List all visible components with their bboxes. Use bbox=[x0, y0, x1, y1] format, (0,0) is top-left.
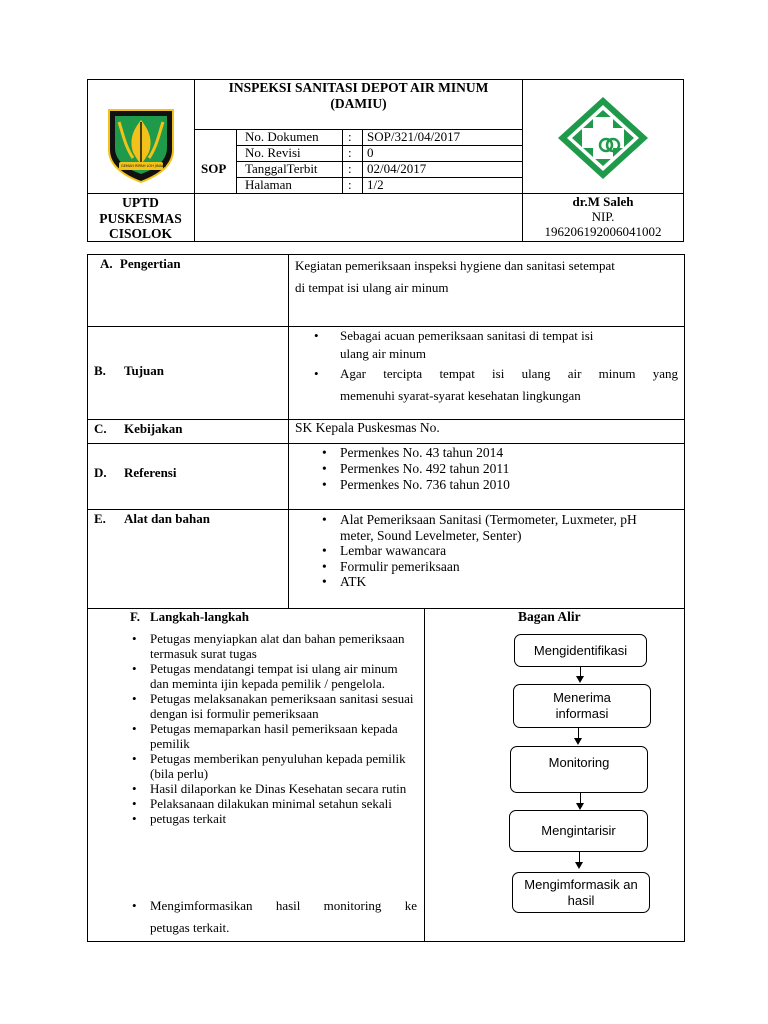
flow-step-identify: Mengidentifikasi bbox=[514, 634, 647, 667]
section-f-last-item bbox=[128, 895, 417, 939]
org-line-2: PUSKESMAS bbox=[99, 210, 182, 226]
org-line-3: CISOLOK bbox=[108, 226, 173, 241]
bullet-icon: • bbox=[314, 328, 319, 343]
meta-row-revisi bbox=[236, 145, 522, 161]
list-item: • Pelaksanaan dilakukan minimal setahun sekali bbox=[128, 796, 414, 811]
list-item: • Petugas menyiapkan alat dan bahan pemeriksaan termasuk surat tugas bbox=[128, 631, 414, 661]
list-item: • Hasil dilaporkan ke Dinas Kesehatan secara rutin bbox=[128, 781, 414, 796]
meta-row-tanggal bbox=[236, 161, 522, 177]
flow-arrowhead bbox=[575, 862, 583, 869]
flow-step-label: Menerima informasi bbox=[553, 690, 611, 721]
section-title: Kebijakan bbox=[124, 421, 183, 436]
section-c-text: SK Kepala Puskesmas No. bbox=[295, 420, 440, 435]
signer-name: dr.M Saleh bbox=[572, 194, 634, 209]
flow-arrowhead bbox=[576, 676, 584, 683]
flow-arrowhead bbox=[574, 738, 582, 745]
flow-step-inform bbox=[512, 872, 650, 913]
signer-nip-label: NIP. bbox=[591, 209, 615, 224]
signer-block bbox=[522, 194, 684, 239]
meta-value: 02/04/2017 bbox=[367, 161, 427, 176]
body-column-divider bbox=[288, 254, 289, 608]
list-item: • Lembar wawancara bbox=[318, 543, 678, 559]
org-line-1: UPTD bbox=[122, 195, 159, 210]
text-line: Kegiatan pemeriksaan inspeksi hygiene dan sanitasi setempat bbox=[295, 258, 615, 273]
meta-value: 0 bbox=[367, 145, 374, 160]
bullet-line: Mengimformasikan hasil monitoring ke bbox=[150, 898, 417, 913]
meta-sep: : bbox=[348, 145, 352, 160]
row-line-c bbox=[87, 443, 685, 444]
section-title: Langkah-langkah bbox=[150, 609, 249, 624]
section-letter: B. bbox=[94, 363, 106, 378]
logo-motto: GEMAH RIPAH LOH JINAWI bbox=[121, 164, 167, 168]
section-e-list bbox=[318, 512, 678, 590]
section-c-heading bbox=[94, 421, 183, 437]
section-letter: A. bbox=[100, 256, 113, 271]
section-letter: D. bbox=[94, 465, 107, 480]
bullet-line: petugas terkait. bbox=[150, 920, 230, 935]
title-line-1: INSPEKSI SANITASI DEPOT AIR MINUM bbox=[228, 80, 489, 95]
section-letter: F. bbox=[130, 609, 140, 624]
bullet-icon: • bbox=[132, 898, 137, 913]
meta-value: 1/2 bbox=[367, 177, 384, 192]
meta-row-dokumen bbox=[236, 129, 522, 145]
text-line: di tempat isi ulang air minum bbox=[295, 280, 449, 295]
bullet-line: ulang air minum bbox=[340, 346, 426, 361]
flow-step-receive bbox=[513, 684, 651, 728]
section-title: Alat dan bahan bbox=[124, 511, 210, 526]
list-item: • Permenkes No. 43 tahun 2014 bbox=[318, 445, 678, 461]
section-f-divider bbox=[424, 608, 425, 942]
section-e-heading bbox=[94, 511, 210, 527]
list-item: • ATK bbox=[318, 574, 678, 590]
bullet-line: memenuhi syarat-syarat kesehatan lingkungan bbox=[340, 388, 581, 403]
flowchart-title: Bagan Alir bbox=[518, 609, 581, 624]
bullet-icon: • bbox=[314, 366, 319, 381]
section-d-heading bbox=[94, 465, 177, 481]
meta-label: TanggalTerbit bbox=[245, 161, 318, 176]
flow-step-inventory: Mengintarisir bbox=[509, 810, 648, 852]
document-title bbox=[195, 80, 522, 112]
section-a-heading bbox=[100, 256, 181, 272]
section-letter: E. bbox=[94, 511, 106, 526]
meta-value: SOP/321/04/2017 bbox=[367, 129, 461, 144]
kabupaten-logo bbox=[103, 106, 179, 184]
list-item: • Petugas melaksanakan pemeriksaan sanitasi sesuai dengan isi formulir pemeriksaan bbox=[128, 691, 414, 721]
bullet-item bbox=[314, 327, 678, 363]
bullet-line: Sebagai acuan pemeriksaan sanitasi di tempat isi bbox=[340, 328, 594, 343]
section-title: Referensi bbox=[124, 465, 177, 480]
meta-label: Halaman bbox=[245, 177, 292, 192]
meta-label: No. Dokumen bbox=[245, 129, 319, 144]
bullet-line: Agar tercipta tempat isi ulang air minum yang bbox=[340, 366, 678, 381]
list-item: • Petugas mendatangi tempat isi ulang air minum dan meminta ijin kepada pemilik / pengelola. bbox=[128, 661, 414, 691]
meta-sep: : bbox=[348, 129, 352, 144]
meta-row-halaman bbox=[236, 177, 522, 193]
meta-sep: : bbox=[348, 177, 352, 192]
bullet-item bbox=[314, 363, 678, 407]
flow-step-label: Mengimformasik an hasil bbox=[524, 876, 638, 908]
section-title: Tujuan bbox=[124, 363, 164, 378]
row-line-d bbox=[87, 509, 685, 510]
title-line-2: (DAMIU) bbox=[330, 96, 387, 111]
meta-label: No. Revisi bbox=[245, 145, 301, 160]
list-item: • Permenkes No. 736 tahun 2010 bbox=[318, 477, 678, 493]
section-title: Pengertian bbox=[119, 256, 181, 271]
list-item: • Petugas memaparkan hasil pemeriksaan kepada pemilik bbox=[128, 721, 414, 751]
list-item: • Permenkes No. 492 tahun 2011 bbox=[318, 461, 678, 477]
section-letter: C. bbox=[94, 421, 107, 436]
org-name bbox=[87, 195, 194, 242]
section-b-heading bbox=[94, 363, 164, 379]
list-item: • Formulir pemeriksaan bbox=[318, 559, 678, 575]
section-f-list bbox=[128, 631, 414, 826]
meta-sep: : bbox=[348, 161, 352, 176]
list-item: • Alat Pemeriksaan Sanitasi (Termometer, Luxmeter, pH meter, Sound Levelmeter, Senter) bbox=[318, 512, 678, 543]
list-item: • petugas terkait bbox=[128, 811, 414, 826]
section-d-list bbox=[318, 445, 678, 493]
list-item: • Petugas memberikan penyuluhan kepada pemilik (bila perlu) bbox=[128, 751, 414, 781]
flow-step-monitoring: Monitoring bbox=[510, 746, 648, 793]
puskesmas-logo bbox=[556, 95, 650, 181]
flow-arrowhead bbox=[576, 803, 584, 810]
section-f-heading bbox=[130, 609, 249, 625]
signer-nip: 196206192006041002 bbox=[544, 224, 662, 239]
sop-label: SOP bbox=[201, 161, 227, 176]
section-a-text bbox=[295, 255, 681, 299]
